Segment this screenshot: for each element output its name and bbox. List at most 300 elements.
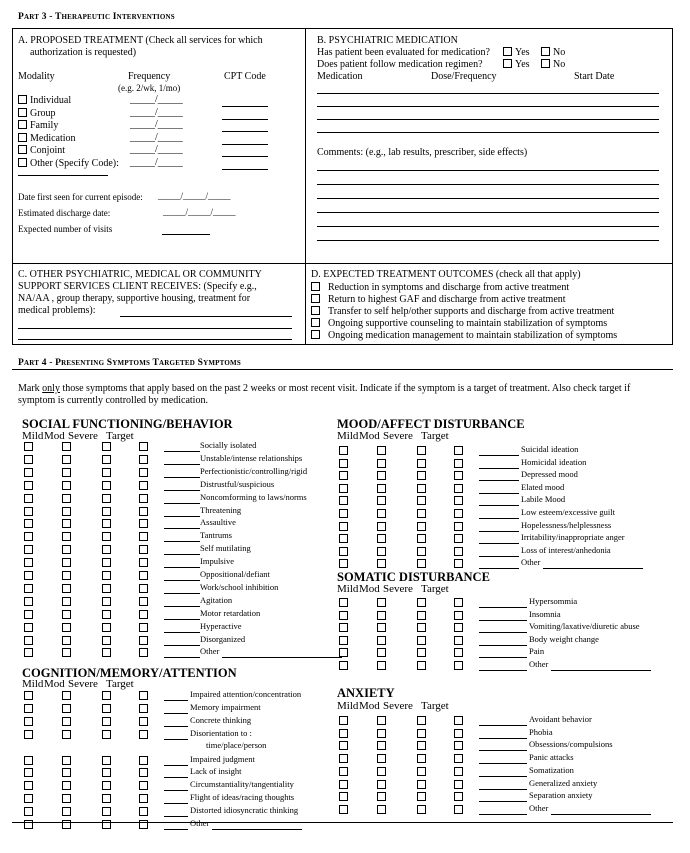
severity-checkbox-severe[interactable] bbox=[102, 442, 111, 451]
other-specify-line[interactable] bbox=[543, 568, 643, 569]
severity-checkbox-mod[interactable] bbox=[377, 792, 386, 801]
secC-line[interactable] bbox=[18, 339, 292, 340]
severity-checkbox-mild[interactable] bbox=[24, 481, 33, 490]
severity-checkbox-mod[interactable] bbox=[62, 532, 71, 541]
frequency-field[interactable]: _____/_____ bbox=[130, 156, 183, 168]
checkbox[interactable] bbox=[311, 318, 320, 327]
severity-checkbox-target[interactable] bbox=[139, 442, 148, 451]
severity-checkbox-mild[interactable] bbox=[24, 794, 33, 803]
severity-checkbox-severe[interactable] bbox=[417, 780, 426, 789]
severity-checkbox-severe[interactable] bbox=[102, 468, 111, 477]
severity-checkbox-target[interactable] bbox=[139, 481, 148, 490]
severity-checkbox-mod[interactable] bbox=[62, 768, 71, 777]
severity-checkbox-mild[interactable] bbox=[339, 767, 348, 776]
symptom-blank[interactable] bbox=[479, 763, 527, 764]
severity-checkbox-target[interactable] bbox=[454, 459, 463, 468]
severity-checkbox-mod[interactable] bbox=[62, 455, 71, 464]
severity-checkbox-mild[interactable] bbox=[339, 805, 348, 814]
severity-checkbox-severe[interactable] bbox=[417, 754, 426, 763]
severity-checkbox-mild[interactable] bbox=[339, 623, 348, 632]
severity-checkbox-mod[interactable] bbox=[377, 729, 386, 738]
cpt-code-field[interactable] bbox=[222, 144, 268, 145]
severity-checkbox-target[interactable] bbox=[454, 471, 463, 480]
severity-checkbox-target[interactable] bbox=[139, 507, 148, 516]
checkbox[interactable] bbox=[503, 59, 512, 68]
severity-checkbox-severe[interactable] bbox=[417, 648, 426, 657]
severity-checkbox-mod[interactable] bbox=[62, 584, 71, 593]
severity-checkbox-mod[interactable] bbox=[62, 545, 71, 554]
severity-checkbox-target[interactable] bbox=[454, 648, 463, 657]
severity-checkbox-severe[interactable] bbox=[417, 484, 426, 493]
severity-checkbox-severe[interactable] bbox=[102, 756, 111, 765]
cpt-code-field[interactable] bbox=[222, 119, 268, 120]
severity-checkbox-mod[interactable] bbox=[62, 519, 71, 528]
severity-checkbox-severe[interactable] bbox=[102, 610, 111, 619]
severity-checkbox-mod[interactable] bbox=[62, 597, 71, 606]
severity-checkbox-mod[interactable] bbox=[377, 522, 386, 531]
severity-checkbox-severe[interactable] bbox=[102, 455, 111, 464]
severity-checkbox-mild[interactable] bbox=[24, 781, 33, 790]
severity-checkbox-mild[interactable] bbox=[24, 507, 33, 516]
severity-checkbox-target[interactable] bbox=[139, 756, 148, 765]
severity-checkbox-mod[interactable] bbox=[62, 820, 71, 829]
severity-checkbox-target[interactable] bbox=[139, 623, 148, 632]
severity-checkbox-target[interactable] bbox=[454, 534, 463, 543]
severity-checkbox-severe[interactable] bbox=[417, 534, 426, 543]
severity-checkbox-mod[interactable] bbox=[377, 754, 386, 763]
severity-checkbox-mild[interactable] bbox=[339, 729, 348, 738]
medication-line[interactable] bbox=[317, 132, 659, 133]
severity-checkbox-mod[interactable] bbox=[62, 481, 71, 490]
frequency-field[interactable]: _____/_____ bbox=[130, 94, 183, 105]
severity-checkbox-severe[interactable] bbox=[102, 768, 111, 777]
severity-checkbox-severe[interactable] bbox=[102, 507, 111, 516]
severity-checkbox-target[interactable] bbox=[454, 780, 463, 789]
severity-checkbox-target[interactable] bbox=[454, 716, 463, 725]
est-discharge-field[interactable]: _____/_____/_____ bbox=[163, 207, 236, 217]
severity-checkbox-mod[interactable] bbox=[62, 704, 71, 713]
severity-checkbox-severe[interactable] bbox=[102, 730, 111, 739]
checkbox[interactable] bbox=[541, 47, 550, 56]
severity-checkbox-mod[interactable] bbox=[62, 636, 71, 645]
severity-checkbox-severe[interactable] bbox=[102, 794, 111, 803]
severity-checkbox-mod[interactable] bbox=[62, 468, 71, 477]
severity-checkbox-target[interactable] bbox=[139, 717, 148, 726]
severity-checkbox-severe[interactable] bbox=[417, 741, 426, 750]
severity-checkbox-target[interactable] bbox=[454, 792, 463, 801]
severity-checkbox-mild[interactable] bbox=[339, 741, 348, 750]
severity-checkbox-mild[interactable] bbox=[24, 442, 33, 451]
severity-checkbox-severe[interactable] bbox=[102, 704, 111, 713]
medication-line[interactable] bbox=[317, 93, 659, 94]
severity-checkbox-mild[interactable] bbox=[339, 522, 348, 531]
symptom-blank[interactable] bbox=[479, 543, 519, 544]
symptom-blank[interactable] bbox=[164, 541, 200, 542]
symptom-blank[interactable] bbox=[479, 670, 527, 671]
symptom-blank[interactable] bbox=[479, 531, 519, 532]
severity-checkbox-severe[interactable] bbox=[417, 767, 426, 776]
severity-checkbox-severe[interactable] bbox=[417, 661, 426, 670]
modality-option[interactable] bbox=[18, 120, 58, 131]
comments-line[interactable] bbox=[317, 212, 659, 213]
severity-checkbox-severe[interactable] bbox=[102, 781, 111, 790]
cpt-code-field[interactable] bbox=[222, 169, 268, 170]
severity-checkbox-mild[interactable] bbox=[24, 820, 33, 829]
severity-checkbox-mild[interactable] bbox=[24, 597, 33, 606]
cpt-code-field[interactable] bbox=[222, 131, 268, 132]
severity-checkbox-mod[interactable] bbox=[377, 484, 386, 493]
symptom-blank[interactable] bbox=[479, 725, 527, 726]
severity-checkbox-mod[interactable] bbox=[62, 610, 71, 619]
secB-q1-no[interactable]: No bbox=[541, 47, 565, 58]
symptom-blank[interactable] bbox=[164, 606, 200, 607]
severity-checkbox-mod[interactable] bbox=[377, 767, 386, 776]
severity-checkbox-mod[interactable] bbox=[377, 547, 386, 556]
medication-line[interactable] bbox=[317, 106, 659, 107]
severity-checkbox-severe[interactable] bbox=[417, 496, 426, 505]
severity-checkbox-severe[interactable] bbox=[417, 522, 426, 531]
severity-checkbox-mod[interactable] bbox=[377, 805, 386, 814]
checkbox[interactable] bbox=[18, 108, 27, 117]
severity-checkbox-mild[interactable] bbox=[339, 792, 348, 801]
severity-checkbox-mild[interactable] bbox=[339, 496, 348, 505]
symptom-blank[interactable] bbox=[479, 645, 527, 646]
severity-checkbox-mild[interactable] bbox=[24, 571, 33, 580]
severity-checkbox-target[interactable] bbox=[454, 559, 463, 568]
severity-checkbox-mod[interactable] bbox=[377, 741, 386, 750]
severity-checkbox-target[interactable] bbox=[139, 455, 148, 464]
severity-checkbox-target[interactable] bbox=[454, 636, 463, 645]
severity-checkbox-severe[interactable] bbox=[102, 545, 111, 554]
severity-checkbox-mod[interactable] bbox=[62, 442, 71, 451]
symptom-blank[interactable] bbox=[164, 765, 188, 766]
checkbox[interactable] bbox=[311, 282, 320, 291]
severity-checkbox-mild[interactable] bbox=[339, 636, 348, 645]
symptom-blank[interactable] bbox=[479, 657, 527, 658]
severity-checkbox-target[interactable] bbox=[454, 484, 463, 493]
symptom-blank[interactable] bbox=[164, 593, 200, 594]
checkbox[interactable] bbox=[311, 330, 320, 339]
severity-checkbox-severe[interactable] bbox=[102, 558, 111, 567]
severity-checkbox-severe[interactable] bbox=[417, 623, 426, 632]
severity-checkbox-mod[interactable] bbox=[377, 623, 386, 632]
symptom-blank[interactable] bbox=[479, 556, 519, 557]
symptom-blank[interactable] bbox=[164, 829, 188, 830]
comments-line[interactable] bbox=[317, 198, 659, 199]
secC-line[interactable] bbox=[120, 316, 292, 317]
symptom-blank[interactable] bbox=[164, 657, 200, 658]
comments-line[interactable] bbox=[317, 184, 659, 185]
severity-checkbox-severe[interactable] bbox=[102, 820, 111, 829]
severity-checkbox-mild[interactable] bbox=[339, 509, 348, 518]
outcome-option[interactable] bbox=[311, 282, 569, 293]
modality-option[interactable] bbox=[18, 133, 76, 144]
checkbox[interactable] bbox=[541, 59, 550, 68]
severity-checkbox-target[interactable] bbox=[139, 532, 148, 541]
severity-checkbox-severe[interactable] bbox=[417, 792, 426, 801]
severity-checkbox-target[interactable] bbox=[454, 547, 463, 556]
other-specify-line[interactable] bbox=[551, 814, 651, 815]
severity-checkbox-mild[interactable] bbox=[24, 494, 33, 503]
severity-checkbox-severe[interactable] bbox=[417, 611, 426, 620]
severity-checkbox-mod[interactable] bbox=[377, 509, 386, 518]
symptom-blank[interactable] bbox=[479, 632, 527, 633]
severity-checkbox-severe[interactable] bbox=[102, 494, 111, 503]
severity-checkbox-mild[interactable] bbox=[339, 459, 348, 468]
other-code-field[interactable] bbox=[18, 175, 108, 176]
severity-checkbox-mild[interactable] bbox=[339, 611, 348, 620]
severity-checkbox-target[interactable] bbox=[454, 509, 463, 518]
severity-checkbox-mild[interactable] bbox=[339, 559, 348, 568]
severity-checkbox-target[interactable] bbox=[454, 623, 463, 632]
symptom-blank[interactable] bbox=[479, 505, 519, 506]
comments-line[interactable] bbox=[317, 170, 659, 171]
outcome-option[interactable] bbox=[311, 294, 566, 305]
checkbox[interactable] bbox=[18, 158, 27, 167]
symptom-blank[interactable] bbox=[164, 700, 188, 701]
frequency-field[interactable]: _____/_____ bbox=[130, 144, 183, 155]
checkbox[interactable] bbox=[311, 294, 320, 303]
severity-checkbox-mod[interactable] bbox=[377, 661, 386, 670]
severity-checkbox-severe[interactable] bbox=[417, 729, 426, 738]
severity-checkbox-target[interactable] bbox=[139, 597, 148, 606]
symptom-blank[interactable] bbox=[164, 580, 200, 581]
symptom-blank[interactable] bbox=[164, 645, 200, 646]
severity-checkbox-mod[interactable] bbox=[62, 781, 71, 790]
severity-checkbox-target[interactable] bbox=[454, 805, 463, 814]
severity-checkbox-target[interactable] bbox=[139, 468, 148, 477]
severity-checkbox-target[interactable] bbox=[139, 636, 148, 645]
severity-checkbox-mild[interactable] bbox=[24, 768, 33, 777]
severity-checkbox-mod[interactable] bbox=[377, 636, 386, 645]
severity-checkbox-mild[interactable] bbox=[339, 534, 348, 543]
severity-checkbox-mod[interactable] bbox=[62, 730, 71, 739]
other-specify-line[interactable] bbox=[551, 670, 651, 671]
severity-checkbox-mod[interactable] bbox=[377, 598, 386, 607]
severity-checkbox-mild[interactable] bbox=[24, 717, 33, 726]
checkbox[interactable] bbox=[311, 306, 320, 315]
severity-checkbox-severe[interactable] bbox=[102, 807, 111, 816]
secB-q1-yes[interactable]: Yes bbox=[503, 47, 530, 58]
symptom-blank[interactable] bbox=[479, 738, 527, 739]
severity-checkbox-severe[interactable] bbox=[417, 509, 426, 518]
outcome-option[interactable] bbox=[311, 330, 617, 341]
outcome-option[interactable] bbox=[311, 318, 607, 329]
severity-checkbox-mod[interactable] bbox=[62, 623, 71, 632]
severity-checkbox-target[interactable] bbox=[139, 807, 148, 816]
modality-option[interactable] bbox=[18, 95, 71, 106]
symptom-blank[interactable] bbox=[479, 518, 519, 519]
checkbox[interactable] bbox=[18, 145, 27, 154]
severity-checkbox-mild[interactable] bbox=[24, 558, 33, 567]
date-first-seen-field[interactable]: _____/_____/_____ bbox=[158, 191, 231, 201]
frequency-field[interactable]: _____/_____ bbox=[130, 131, 183, 143]
checkbox[interactable] bbox=[18, 133, 27, 142]
severity-checkbox-mod[interactable] bbox=[377, 648, 386, 657]
severity-checkbox-target[interactable] bbox=[454, 611, 463, 620]
severity-checkbox-mild[interactable] bbox=[24, 704, 33, 713]
severity-checkbox-mild[interactable] bbox=[339, 661, 348, 670]
severity-checkbox-severe[interactable] bbox=[417, 446, 426, 455]
severity-checkbox-severe[interactable] bbox=[417, 459, 426, 468]
symptom-blank[interactable] bbox=[164, 816, 188, 817]
severity-checkbox-mod[interactable] bbox=[377, 716, 386, 725]
symptom-blank[interactable] bbox=[479, 801, 527, 802]
severity-checkbox-mild[interactable] bbox=[339, 754, 348, 763]
modality-option[interactable] bbox=[18, 108, 56, 119]
severity-checkbox-mild[interactable] bbox=[24, 730, 33, 739]
severity-checkbox-mod[interactable] bbox=[377, 446, 386, 455]
severity-checkbox-mild[interactable] bbox=[339, 484, 348, 493]
severity-checkbox-mod[interactable] bbox=[62, 691, 71, 700]
severity-checkbox-target[interactable] bbox=[454, 741, 463, 750]
symptom-blank[interactable] bbox=[164, 451, 200, 452]
symptom-blank[interactable] bbox=[164, 464, 200, 465]
severity-checkbox-target[interactable] bbox=[454, 446, 463, 455]
symptom-blank[interactable] bbox=[164, 726, 188, 727]
symptom-blank[interactable] bbox=[164, 567, 200, 568]
severity-checkbox-target[interactable] bbox=[139, 545, 148, 554]
severity-checkbox-severe[interactable] bbox=[102, 584, 111, 593]
severity-checkbox-mild[interactable] bbox=[339, 780, 348, 789]
severity-checkbox-mod[interactable] bbox=[62, 648, 71, 657]
severity-checkbox-severe[interactable] bbox=[417, 598, 426, 607]
symptom-blank[interactable] bbox=[479, 493, 519, 494]
symptom-blank[interactable] bbox=[479, 789, 527, 790]
comments-line[interactable] bbox=[317, 240, 659, 241]
severity-checkbox-mod[interactable] bbox=[62, 717, 71, 726]
severity-checkbox-severe[interactable] bbox=[102, 532, 111, 541]
severity-checkbox-target[interactable] bbox=[139, 730, 148, 739]
symptom-blank[interactable] bbox=[164, 739, 188, 740]
frequency-field[interactable]: _____/_____ bbox=[130, 106, 183, 118]
severity-checkbox-mild[interactable] bbox=[339, 648, 348, 657]
severity-checkbox-mod[interactable] bbox=[377, 611, 386, 620]
severity-checkbox-mod[interactable] bbox=[377, 459, 386, 468]
secC-line[interactable] bbox=[18, 328, 292, 329]
severity-checkbox-target[interactable] bbox=[139, 820, 148, 829]
severity-checkbox-mild[interactable] bbox=[339, 598, 348, 607]
severity-checkbox-mild[interactable] bbox=[24, 691, 33, 700]
severity-checkbox-severe[interactable] bbox=[417, 716, 426, 725]
severity-checkbox-mild[interactable] bbox=[24, 623, 33, 632]
severity-checkbox-severe[interactable] bbox=[102, 623, 111, 632]
symptom-blank[interactable] bbox=[164, 490, 200, 491]
symptom-blank[interactable] bbox=[479, 776, 527, 777]
severity-checkbox-severe[interactable] bbox=[102, 519, 111, 528]
symptom-blank[interactable] bbox=[479, 480, 519, 481]
severity-checkbox-mild[interactable] bbox=[24, 610, 33, 619]
severity-checkbox-target[interactable] bbox=[139, 519, 148, 528]
severity-checkbox-severe[interactable] bbox=[102, 717, 111, 726]
severity-checkbox-target[interactable] bbox=[454, 598, 463, 607]
symptom-blank[interactable] bbox=[164, 528, 200, 529]
outcome-option[interactable] bbox=[311, 306, 614, 317]
severity-checkbox-severe[interactable] bbox=[417, 559, 426, 568]
severity-checkbox-severe[interactable] bbox=[417, 805, 426, 814]
severity-checkbox-target[interactable] bbox=[139, 691, 148, 700]
severity-checkbox-target[interactable] bbox=[139, 768, 148, 777]
severity-checkbox-target[interactable] bbox=[454, 729, 463, 738]
symptom-blank[interactable] bbox=[164, 790, 188, 791]
severity-checkbox-target[interactable] bbox=[454, 522, 463, 531]
severity-checkbox-mod[interactable] bbox=[62, 756, 71, 765]
symptom-blank[interactable] bbox=[164, 619, 200, 620]
frequency-field[interactable]: _____/_____ bbox=[130, 119, 183, 130]
severity-checkbox-mild[interactable] bbox=[24, 584, 33, 593]
symptom-blank[interactable] bbox=[479, 455, 519, 456]
severity-checkbox-severe[interactable] bbox=[102, 691, 111, 700]
severity-checkbox-severe[interactable] bbox=[417, 547, 426, 556]
severity-checkbox-target[interactable] bbox=[139, 584, 148, 593]
severity-checkbox-mild[interactable] bbox=[24, 636, 33, 645]
severity-checkbox-mild[interactable] bbox=[24, 455, 33, 464]
severity-checkbox-mod[interactable] bbox=[62, 507, 71, 516]
severity-checkbox-mod[interactable] bbox=[377, 496, 386, 505]
expected-visits-field[interactable] bbox=[162, 234, 210, 235]
severity-checkbox-mild[interactable] bbox=[24, 807, 33, 816]
symptom-blank[interactable] bbox=[479, 750, 527, 751]
severity-checkbox-mod[interactable] bbox=[62, 571, 71, 580]
symptom-blank[interactable] bbox=[164, 777, 188, 778]
severity-checkbox-mod[interactable] bbox=[62, 494, 71, 503]
severity-checkbox-severe[interactable] bbox=[102, 648, 111, 657]
symptom-blank[interactable] bbox=[479, 814, 527, 815]
symptom-blank[interactable] bbox=[479, 607, 527, 608]
severity-checkbox-mild[interactable] bbox=[24, 532, 33, 541]
symptom-blank[interactable] bbox=[479, 468, 519, 469]
severity-checkbox-target[interactable] bbox=[139, 794, 148, 803]
other-specify-line[interactable] bbox=[212, 829, 302, 830]
severity-checkbox-mild[interactable] bbox=[339, 471, 348, 480]
severity-checkbox-mild[interactable] bbox=[24, 545, 33, 554]
severity-checkbox-mild[interactable] bbox=[339, 716, 348, 725]
severity-checkbox-target[interactable] bbox=[454, 661, 463, 670]
severity-checkbox-mild[interactable] bbox=[24, 519, 33, 528]
severity-checkbox-mod[interactable] bbox=[377, 471, 386, 480]
severity-checkbox-mod[interactable] bbox=[377, 534, 386, 543]
severity-checkbox-severe[interactable] bbox=[102, 597, 111, 606]
symptom-blank[interactable] bbox=[164, 713, 188, 714]
severity-checkbox-mild[interactable] bbox=[24, 648, 33, 657]
severity-checkbox-target[interactable] bbox=[139, 571, 148, 580]
severity-checkbox-severe[interactable] bbox=[102, 481, 111, 490]
severity-checkbox-target[interactable] bbox=[454, 754, 463, 763]
secB-q2-yes[interactable]: Yes bbox=[503, 59, 530, 70]
modality-option[interactable] bbox=[18, 158, 119, 169]
severity-checkbox-target[interactable] bbox=[139, 494, 148, 503]
checkbox[interactable] bbox=[18, 95, 27, 104]
severity-checkbox-mod[interactable] bbox=[62, 807, 71, 816]
severity-checkbox-mod[interactable] bbox=[377, 780, 386, 789]
comments-line[interactable] bbox=[317, 226, 659, 227]
severity-checkbox-mild[interactable] bbox=[339, 547, 348, 556]
severity-checkbox-target[interactable] bbox=[139, 558, 148, 567]
symptom-blank[interactable] bbox=[164, 554, 200, 555]
other-specify-line[interactable] bbox=[222, 657, 342, 658]
severity-checkbox-target[interactable] bbox=[139, 781, 148, 790]
severity-checkbox-target[interactable] bbox=[454, 496, 463, 505]
symptom-blank[interactable] bbox=[164, 516, 200, 517]
severity-checkbox-target[interactable] bbox=[139, 648, 148, 657]
severity-checkbox-mod[interactable] bbox=[62, 794, 71, 803]
checkbox[interactable] bbox=[18, 120, 27, 129]
symptom-blank[interactable] bbox=[479, 620, 527, 621]
cpt-code-field[interactable] bbox=[222, 156, 268, 157]
symptom-blank[interactable] bbox=[164, 477, 200, 478]
severity-checkbox-mod[interactable] bbox=[377, 559, 386, 568]
severity-checkbox-target[interactable] bbox=[454, 767, 463, 776]
